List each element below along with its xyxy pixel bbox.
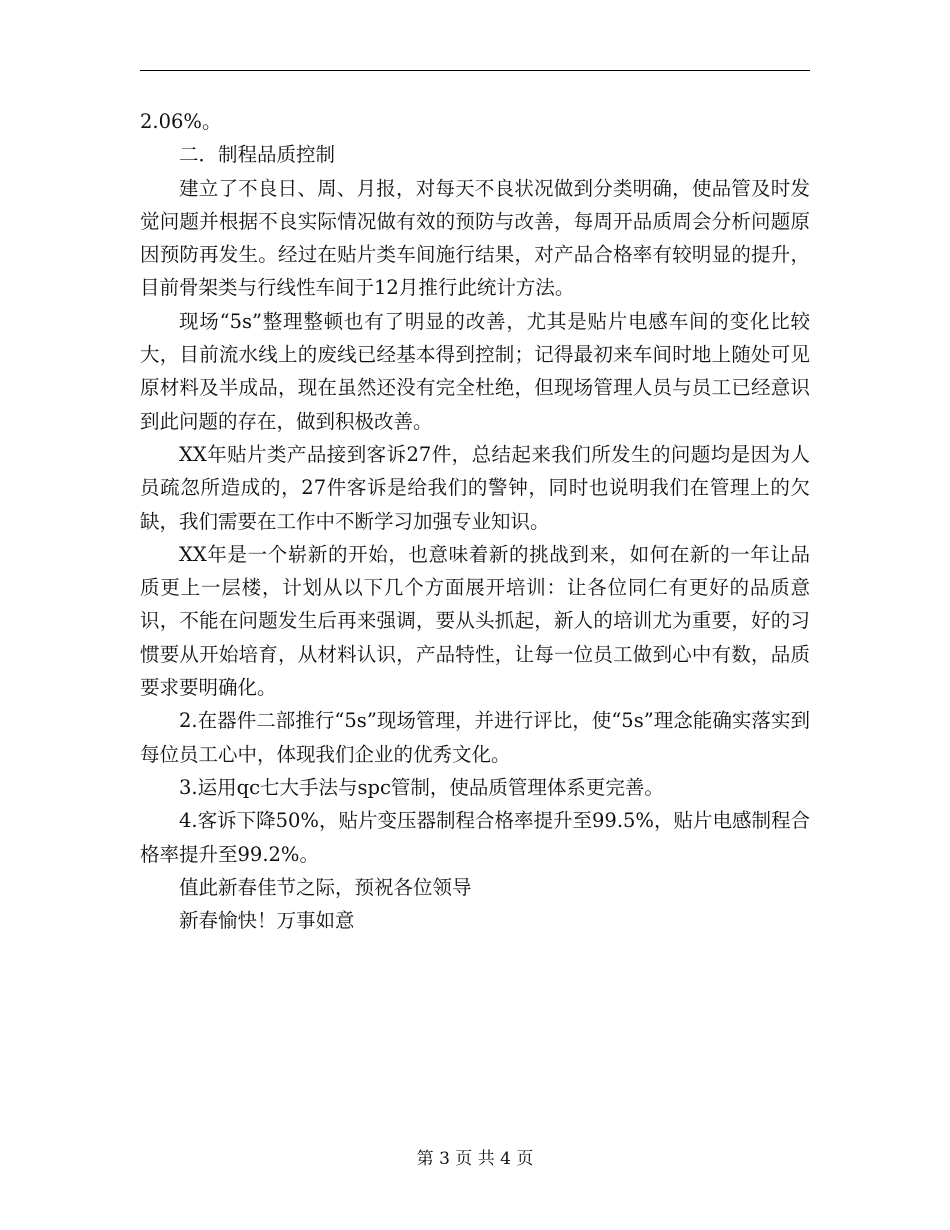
list-item-2: 2.在器件二部推行“5s”现场管理，并进行评比，使“5s”理念能确实落实到每位员工心中，体现我们企业的优秀文化。 <box>140 709 810 766</box>
header-rule <box>140 70 810 71</box>
section-heading: 二．制程品质控制 <box>179 143 336 167</box>
closing-line-2: 新春愉快！万事如意 <box>179 909 355 933</box>
page-number: 第 3 页 共 4 页 <box>416 1149 534 1169</box>
document-body <box>140 105 810 937</box>
closing-line-1: 值此新春佳节之际，预祝各位领导 <box>179 875 472 899</box>
paragraph-5: XX年贴片类产品接到客诉27件，总结起来我们所发生的问题均是因为人员疏忽所造成的，27件客诉是给我们的警钟，同时也说明我们在管理上的欠缺，我们需要在工作中不断学习加强专业知识。 <box>140 442 810 533</box>
paragraph-6: XX年是一个崭新的开始，也意味着新的挑战到来，如何在新的一年让品质更上一层楼，计划从以下几个方面展开培训：让各位同仁有更好的品质意识，不能在问题发生后再来强调，要从头抓起，新人的培训尤为重要，好的习惯要从开始培育，从材料认识，产品特性，让每一位员工做到心中有数，品质要求要明确化。 <box>140 542 810 700</box>
paragraph-3: 建立了不良日、周、月报，对每天不良状况做到分类明确，使品管及时发觉问题并根据不良实际情况做有效的预防与改善，每周开品质周会分析问题原因预防再发生。经过在贴片类车间施行结果，对产品合格率有较明显的提升，目前骨架类与行线性车间于12月推行此统计方法。 <box>140 176 810 300</box>
list-item-3: 3.运用qc七大手法与spc管制，使品质管理体系更完善。 <box>179 775 664 799</box>
paragraph-1: 2.06%。 <box>140 110 222 133</box>
list-item-4: 4.客诉下降50%，贴片变压器制程合格率提升至99.5%，贴片电感制程合格率提升至99.2%。 <box>140 809 810 866</box>
paragraph-4: 现场“5s”整理整顿也有了明显的改善，尤其是贴片电感车间的变化比较大，目前流水线上的废线已经基本得到控制；记得最初来车间时地上随处可见原材料及半成品，现在虽然还没有完全杜绝，但现场管理人员与员工已经意识到此问题的存在，做到积极改善。 <box>140 309 810 433</box>
